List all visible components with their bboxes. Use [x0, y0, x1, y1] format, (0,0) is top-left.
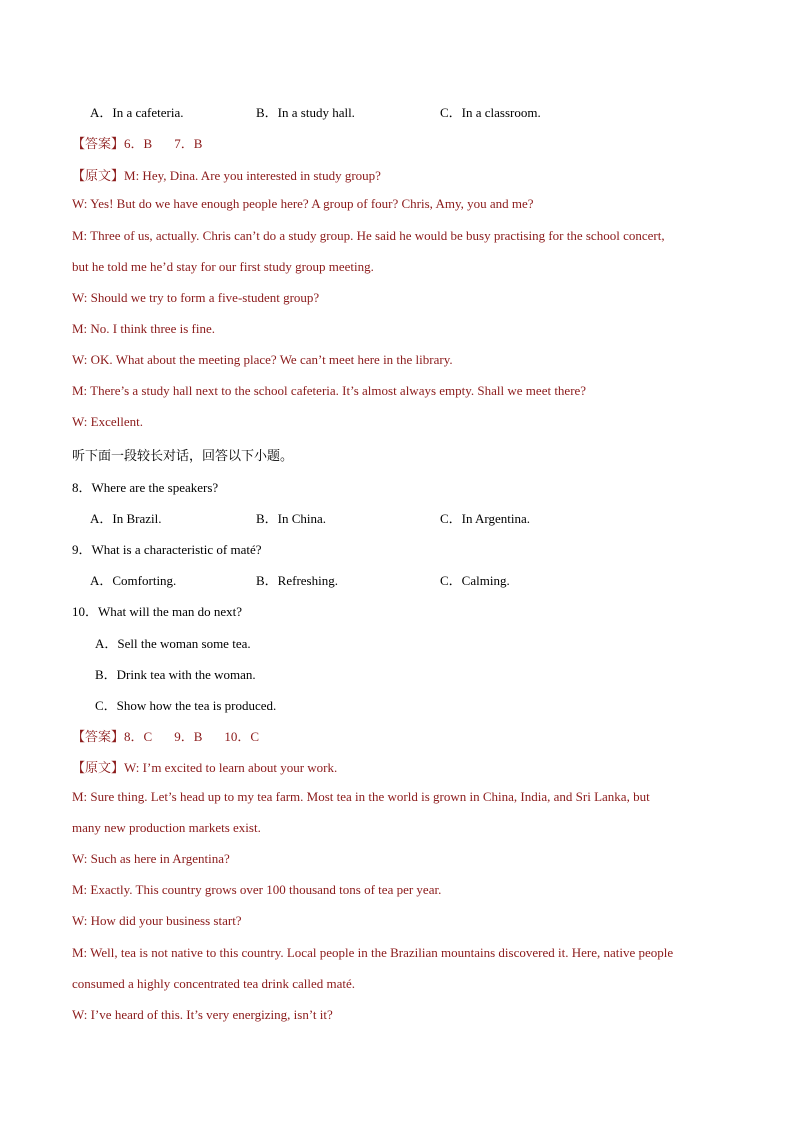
- question-10-stem: 10．What will the man do next?: [72, 604, 243, 619]
- answer-6: 6．B: [124, 136, 153, 151]
- option-8-c: C．In Argentina.: [440, 511, 531, 526]
- transcript-2-line-5: W: How did your business start?: [72, 913, 242, 928]
- option-10-b: B．Drink tea with the woman.: [95, 667, 256, 682]
- transcript-2-line-7: consumed a highly concentrated tea drink called maté.: [72, 976, 355, 991]
- option-10-c: C．Show how the tea is produced.: [95, 698, 277, 713]
- transcript-2-line-1: M: Sure thing. Let’s head up to my tea farm. Most tea in the world is grown in China, India, and Sri Lanka, but: [72, 789, 650, 804]
- answer-8-10: [72, 726, 724, 745]
- transcript-1-line-2: M: Three of us, actually. Chris can’t do a study group. He said he would be busy practising for the school concert,: [72, 228, 665, 243]
- answer-8: 8．C: [124, 729, 153, 744]
- question-9-stem: 9．What is a characteristic of maté?: [72, 542, 262, 557]
- transcript-2-line-8: W: I’ve heard of this. It’s very energizing, isn’t it?: [72, 1007, 333, 1022]
- answer-tag: 【答案】: [72, 137, 125, 152]
- option-10-a: A．Sell the woman some tea.: [95, 636, 251, 651]
- transcript-2-line-2: many new production markets exist.: [72, 820, 261, 835]
- option-6-7-a: A．In a cafeteria.: [90, 105, 184, 120]
- option-8-a: A．In Brazil.: [90, 511, 162, 526]
- transcript-1-line-4: W: Should we try to form a five-student group?: [72, 290, 320, 305]
- answer-tag: 【答案】: [72, 730, 125, 745]
- transcript-2-line-6: M: Well, tea is not native to this country. Local people in the Brazilian mountains discovered it. Here, native people: [72, 945, 674, 960]
- transcript-1-line-1: W: Yes! But do we have enough people here? A group of four? Chris, Amy, you and me?: [72, 196, 534, 211]
- question-8-stem: 8．Where are the speakers?: [72, 480, 219, 495]
- transcript-tag: 【原文】: [72, 169, 125, 184]
- answer-9: 9．B: [174, 729, 203, 744]
- answer-6-7: [72, 133, 724, 152]
- transcript-text: M: Hey, Dina. Are you interested in study group?: [124, 168, 381, 183]
- transcript-1-line-3: but he told me he’d stay for our first study group meeting.: [72, 259, 374, 274]
- transcript-1-line-0: [72, 165, 724, 184]
- option-9-a: A．Comforting.: [90, 573, 177, 588]
- transcript-2-line-4: M: Exactly. This country grows over 100 thousand tons of tea per year.: [72, 882, 442, 897]
- transcript-1-line-5: M: No. I think three is fine.: [72, 321, 215, 336]
- transcript-1-line-6: W: OK. What about the meeting place? We can’t meet here in the library.: [72, 352, 453, 367]
- option-9-b: B．Refreshing.: [256, 573, 338, 588]
- section-instruction: 听下面一段较长对话，回答以下小题。: [72, 449, 294, 464]
- answer-10: 10．C: [224, 729, 260, 744]
- option-6-7-b: B．In a study hall.: [256, 105, 355, 120]
- transcript-2-line-3: W: Such as here in Argentina?: [72, 851, 230, 866]
- transcript-2-line-0: [72, 757, 724, 776]
- transcript-tag: 【原文】: [72, 761, 125, 776]
- transcript-1-line-8: W: Excellent.: [72, 414, 143, 429]
- option-6-7-c: C．In a classroom.: [440, 105, 541, 120]
- option-8-b: B．In China.: [256, 511, 327, 526]
- option-9-c: C．Calming.: [440, 573, 510, 588]
- answer-7: 7．B: [174, 136, 203, 151]
- transcript-text: W: I’m excited to learn about your work.: [124, 760, 338, 775]
- transcript-1-line-7: M: There’s a study hall next to the school cafeteria. It’s almost always empty. Shall we meet there?: [72, 383, 587, 398]
